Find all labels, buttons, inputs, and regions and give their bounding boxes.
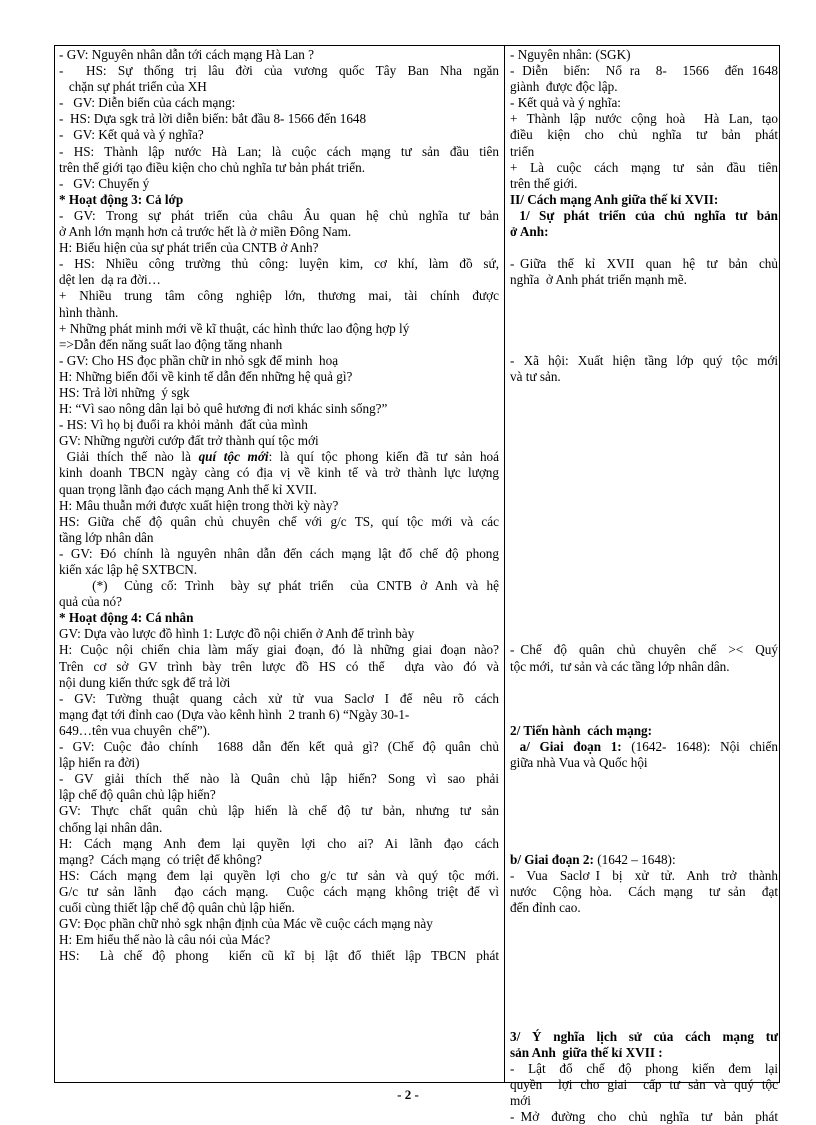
text-line: điều kiện cho chủ nghĩa tư bản phát (510, 127, 778, 143)
text-line: HS: Là chế độ phong kiến cũ kĩ bị lật đổ thiết lập TBCN phát (59, 948, 499, 964)
text-line: - GV: Chuyển ý (59, 175, 150, 191)
text-line: trên thế giới. (510, 175, 578, 191)
text-line: nghĩa ở Anh phát triển mạnh mẽ. (510, 272, 687, 288)
text-line (510, 610, 778, 626)
text-line: quyền lợi cho giai cấp tư sản và quý tộc (510, 1077, 778, 1092)
text-line: lập chế độ quân chủ lập hiến? (59, 787, 216, 803)
text-line: chặn sự phát triển của XH (59, 79, 207, 95)
text-line: sản Anh giữa thế kỉ XVII : (510, 1044, 663, 1060)
text-line (510, 578, 778, 594)
text-line: cuối cùng thiết lập chế độ quân chủ lập hiến. (59, 899, 295, 915)
text-line: H: Mâu thuẫn mới được xuất hiện trong thời kỳ này? (59, 497, 339, 513)
text-line: chống lại nhân dân. (59, 819, 163, 835)
text-line (510, 433, 778, 449)
text-line: H: “Vì sao nông dân lại bỏ quê hương đi nơi khác sinh sống?” (59, 401, 388, 417)
text-line: 1/ Sự phát triển của chủ nghĩa tư bản (510, 207, 778, 223)
text-line: - GV: Nguyên nhân dẫn tới cách mạng Hà Lan ? (59, 47, 315, 62)
text-line: giữa nhà Vua và Quốc hội (510, 755, 648, 771)
text-line: 3/ Ý nghĩa lịch sử của cách mạng tư (510, 1028, 778, 1044)
text-line: G/c tư sản lãnh đạo cách mạng. Cuộc cách mạng không triệt để vì (59, 883, 499, 899)
text-line (510, 562, 778, 578)
text-line (510, 964, 778, 980)
text-line: II/ Cách mạng Anh giữa thế kỉ XVII: (510, 191, 719, 207)
text-line: * Hoạt động 3: Cả lớp (59, 191, 184, 207)
text-line (510, 288, 778, 304)
text-line: 2/ Tiến hành cách mạng: (510, 722, 653, 738)
text-line (510, 321, 778, 337)
text-line: hình thành. (59, 304, 119, 320)
text-line: lập hiến ra đời) (59, 755, 140, 771)
column-divider (504, 46, 505, 1082)
text-line: - HS: Nhiều công trường thủ công: luyện kim, cơ khí, làm đồ sứ, (59, 256, 499, 272)
text-line: triển (510, 143, 535, 159)
text-line: + Những phát minh mới về kĩ thuật, các hình thức lao động hợp lý (59, 320, 410, 336)
text-line: và tư sản. (510, 368, 561, 384)
lesson-content-column (510, 47, 778, 1125)
text-line: mạng đạt tới đỉnh cao (Dựa vào kênh hình 2 tranh 6) “Ngày 30-1- (59, 706, 410, 722)
text-line (510, 771, 778, 787)
text-line (510, 417, 778, 433)
text-line (510, 449, 778, 465)
text-line (510, 691, 778, 707)
text-line (510, 594, 778, 610)
text-line: quan trọng lãnh đạo cách mạng Anh thế kỉ XVII. (59, 481, 317, 497)
text-line: - Chế độ quân chủ chuyên chế >< Quý (510, 642, 778, 658)
emphasized-term: quí tộc mới (198, 449, 269, 465)
text-line (510, 948, 778, 964)
text-line (510, 498, 778, 514)
text-line (510, 530, 778, 546)
text-line: GV: Thực chất quân chủ lập hiến là chế độ tư bản, nhưng tư sản (59, 803, 499, 819)
text-line: H: Những biến đổi về kinh tế dẫn đến những hệ quả gì? (59, 368, 353, 384)
text-line: GV: Dựa vào lược đồ hình 1: Lược đồ nội chiến ở Anh để trình bày (59, 626, 415, 642)
text-line: ở Anh: (510, 224, 549, 240)
text-line: - Lật đổ chế độ phong kiến đem lại (510, 1060, 778, 1076)
text-line (510, 385, 778, 401)
text-line: + Nhiều trung tâm công nghiệp lớn, thương mai, tài chính được (59, 288, 499, 304)
page-number: - 2 - (397, 1087, 419, 1102)
text-line: * Hoạt động 4: Cá nhân (59, 610, 194, 626)
text-line (510, 997, 778, 1013)
text-line: - Diễn biến: Nổ ra 8- 1566 đến 1648 (510, 63, 778, 79)
text-line: - HS: Vì họ bị đuổi ra khỏi mảnh đất của mình (59, 417, 308, 433)
teacher-student-activities-column (59, 47, 499, 964)
text-line: - Vua Saclơ I bị xử tử. Anh trở thành (510, 867, 778, 883)
text-line (510, 626, 778, 642)
text-line: - GV: Cuộc đảo chính 1688 dẫn đến kết quả gì? (Chế độ quân chủ (59, 739, 499, 755)
text-line: trên thế giới tạo điều kiện cho chủ nghĩa tư bản phát triển. (59, 159, 365, 175)
text-line: - GV: Tường thuật quang cảch xử tử vua Saclơ I để nêu rõ cách (59, 690, 499, 706)
section-lead: a/ Giai đoạn 1: (510, 739, 622, 755)
text-line: - HS: Sự thống trị lâu đời của vương quốc Tây Ban Nha ngăn (59, 63, 499, 79)
text-line: H: Em hiểu thế nào là câu nói của Mác? (59, 932, 271, 948)
text-line: - Xã hội: Xuất hiện tầng lớp quý tộc mới (510, 352, 778, 368)
text-line: - Giữa thế kỉ XVII quan hệ tư bản chủ (510, 256, 778, 272)
text-line: HS: Trả lời những ý sgk (59, 384, 190, 400)
text-line (510, 1013, 778, 1029)
text-line: a/ Giai đoạn 1: (1642- 1648): Nội chiến (510, 739, 779, 755)
text-line (510, 980, 778, 996)
text-line: (*) Củng cố: Trình bày sự phát triển của CNTB ở Anh và hệ (59, 578, 499, 594)
text-line (510, 787, 778, 803)
text-line: - GV: Kết quả và ý nghĩa? (59, 127, 204, 143)
text-line: kiến xác lập hệ SXTBCN. (59, 562, 198, 577)
text-line: kinh doanh TBCN ngày càng có địa vị về kinh tế và trở thành lực lượng (59, 465, 499, 481)
text-line (510, 546, 778, 562)
text-line: tộc mới, tư sản và các tầng lớp nhân dân. (510, 658, 730, 674)
text-line: quả của nó? (59, 594, 122, 610)
text-line (510, 820, 778, 836)
text-line (510, 803, 778, 819)
text-line: H: Cách mạng Anh đem lại quyền lợi cho ai? Ai lãnh đạo cách (59, 835, 499, 851)
text-line: GV: Những người cướp đất trở thành quí tộc mới (59, 433, 319, 449)
text-line (510, 305, 778, 321)
text-line: nước Cộng hòa. Cách mạng tư sản đạt (510, 883, 778, 899)
text-line (510, 836, 778, 852)
text-line (510, 707, 778, 723)
text-line (510, 675, 778, 691)
text-line: đến đỉnh cao. (510, 899, 581, 915)
text-line: - Kết quả và ý nghĩa: (510, 95, 621, 111)
text-line: mới (510, 1093, 531, 1109)
text-line: - GV giải thích thế nào là Quân chủ lập hiến? Song vì sao phải (59, 771, 499, 787)
text-line: - Nguyên nhân: (SGK) (510, 47, 631, 62)
text-line: - Mở đường cho chủ nghĩa tư bản phát (510, 1109, 778, 1125)
text-line: H: Biểu hiện của sự phát triển của CNTB ở Anh? (59, 240, 319, 256)
text-line: - GV: Trong sự phát triển của châu Âu quan hệ chủ nghĩa tư bản (59, 207, 499, 223)
text-line: GV: Đọc phần chữ nhỏ sgk nhận định của Mác về cuộc cách mạng này (59, 916, 433, 932)
text-line: HS: Cách mạng đem lại quyền lợi cho g/c tư sản và quý tộc mới. (59, 867, 499, 883)
text-line (510, 514, 778, 530)
text-line: =>Dẫn đến năng suất lao động tăng nhanh (59, 336, 283, 352)
text-line: - HS: Thành lập nước Hà Lan; là cuộc cách mạng tư sản đầu tiên (59, 143, 499, 159)
text-line (510, 465, 778, 481)
text-line: HS: Giữa chế độ quân chủ chuyên chế với g/c TS, quí tộc mới và các (59, 513, 499, 529)
section-lead: b/ Giai đoạn 2: (510, 851, 594, 867)
text-line (510, 240, 778, 256)
text-line: Giải thích thế nào là quí tộc mới: là quí tộc phong kiến đã tư sản hoá (59, 449, 499, 465)
text-line: - GV: Cho HS đọc phần chữ in nhỏ sgk để minh hoạ (59, 352, 339, 368)
text-line: b/ Giai đoạn 2: (1642 – 1648): (510, 851, 676, 867)
text-line: - GV: Diễn biến của cách mạng: (59, 95, 236, 111)
text-line: + Là cuộc cách mạng tư sản đầu tiên (510, 159, 778, 175)
text-line: 649…tên vua chuyên chế”). (59, 722, 211, 738)
text-line: giành được độc lập. (510, 79, 618, 95)
text-line: Trên cơ sở GV trình bày trên lược đồ HS có thể dựa vào đó và (59, 658, 499, 674)
text-line: ở Anh lớn mạnh hơn cả trước hết là ở miền Đông Nam. (59, 224, 352, 240)
text-line: dệt len dạ ra đời… (59, 272, 161, 288)
text-line: - HS: Dựa sgk trả lời diễn biến: bắt đầu 8- 1566 đến 1648 (59, 111, 367, 127)
text-line: + Thành lập nước cộng hoà Hà Lan, tạo (510, 111, 778, 127)
text-line: mạng? Cách mạng có triệt để không? (59, 851, 262, 867)
text-line (510, 482, 778, 498)
text-line: - GV: Đó chính là nguyên nhân dẫn đến cách mạng lật đổ chế độ phong (59, 545, 499, 561)
lesson-table (54, 45, 780, 1125)
text-line: tầng lớp nhân dân (59, 529, 154, 545)
text-line (510, 916, 778, 932)
text-line (510, 932, 778, 948)
text-line (510, 337, 778, 353)
text-line (510, 401, 778, 417)
text-line: nội dung kiến thức sgk để trả lời (59, 674, 231, 690)
text-line: H: Cuộc nội chiến chia làm mấy giai đoạn, đó là những giai đoạn nào? (59, 642, 499, 658)
